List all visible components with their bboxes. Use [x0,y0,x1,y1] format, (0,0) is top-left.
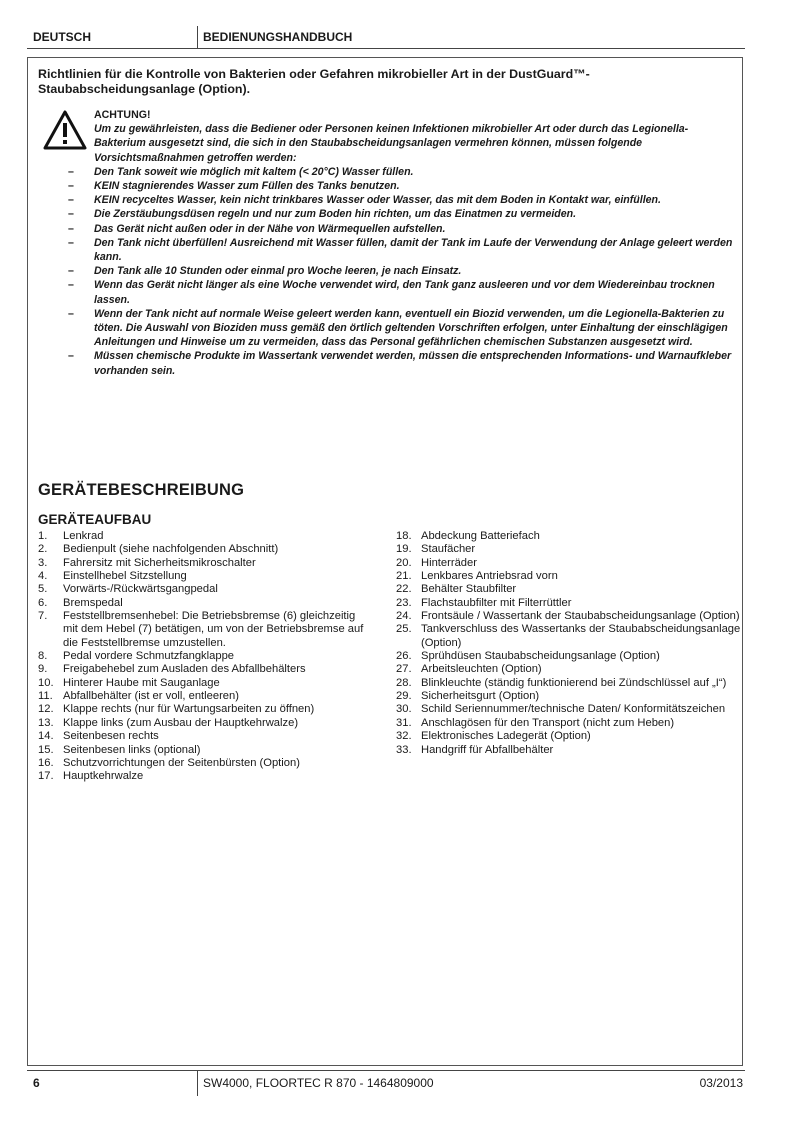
item-text: Pedal vordere Schmutzfangklappe [63,650,235,663]
warning-item-text: Müssen chemische Produkte im Wassertank verwendet werden, müssen die entsprechenden Informations- und Warnaufkleber vorhanden sein. [94,350,732,377]
warning-list [68,165,739,378]
item-number: 29. [396,690,412,703]
item-number: 28. [396,676,412,689]
list-item [396,610,741,623]
item-number: 30. [396,703,412,716]
list-item [38,770,368,783]
item-text: Bremspedal [63,596,123,609]
item-number: 12. [38,703,54,716]
warning-item [68,207,739,221]
item-text: Abdeckung Batteriefach [421,530,540,542]
item-text: Frontsäule / Wassertank der Staubabscheidungsanlage (Option) [421,610,740,623]
list-item [38,690,368,703]
item-text: Elektronisches Ladegerät (Option) [421,730,591,743]
list-item [396,650,741,663]
item-number: 33. [396,743,412,756]
item-number: 8. [38,650,48,663]
warning-triangle-icon [43,110,87,150]
list-item [396,543,741,556]
item-number: 27. [396,663,412,676]
list-item [38,570,368,583]
item-number: 32. [396,730,412,743]
item-number: 1. [38,530,48,542]
dash-bullet: – [68,350,74,363]
header-title: BEDIENUNGSHANDBUCH [203,30,353,44]
warning-item-text: Den Tank alle 10 Stunden oder einmal pro Woche leeren, je nach Einsatz. [94,265,462,278]
item-text: Lenkbares Antriebsrad vorn [421,570,558,583]
item-text: Handgriff für Abfallbehälter [421,743,554,756]
document-id: SW4000, FLOORTEC R 870 - 1464809000 [203,1076,434,1090]
list-item [396,530,741,543]
warning-item [68,165,739,179]
item-number: 22. [396,583,412,596]
item-number: 6. [38,596,48,609]
item-number: 26. [396,650,412,663]
item-text: Einstellhebel Sitzstellung [63,570,187,583]
section-title: GERÄTEBESCHREIBUNG [38,481,245,499]
page-number: 6 [33,1076,40,1090]
dash-bullet: – [68,307,74,320]
dash-bullet: – [68,265,74,278]
item-number: 2. [38,543,48,556]
item-number: 19. [396,543,412,556]
list-item [38,703,368,716]
item-text: Hinterer Haube mit Sauganlage [63,676,220,689]
warning-item [68,278,739,306]
footer-rule [27,1070,745,1071]
list-item [396,690,741,703]
warning-item-text: Den Tank soweit wie möglich mit kaltem (< 20°C) Wasser füllen. [94,165,414,178]
dash-bullet: – [68,236,74,249]
list-item [396,717,741,730]
item-number: 20. [396,556,412,569]
item-text: Sicherheitsgurt (Option) [421,690,540,703]
dash-bullet: – [68,165,74,178]
section-subtitle: GERÄTEAUFBAU [38,512,152,527]
warning-item [68,193,739,207]
item-text: Anschlagösen für den Transport (nicht zum Heben) [421,716,675,729]
item-number: 23. [396,596,412,609]
list-item [38,717,368,730]
list-item [38,730,368,743]
list-item [38,663,368,676]
list-item [38,557,368,570]
item-text: Seitenbesen links (optional) [63,743,201,756]
item-text: Seitenbesen rechts [63,730,159,743]
dash-bullet: – [68,194,74,207]
list-item [38,650,368,663]
list-item [396,703,741,716]
warning-item [68,179,739,193]
item-text: Klappe rechts (nur für Wartungsarbeiten zu öffnen) [63,703,315,716]
warning-item [68,307,739,350]
item-text: Staufächer [421,543,476,556]
list-item [396,663,741,676]
item-text: Abfallbehälter (ist er voll, entleeren) [63,690,239,703]
warning-item-text: KEIN stagnierendes Wasser zum Füllen des Tanks benutzen. [94,180,400,193]
item-number: 25. [396,623,412,636]
warning-item-text: Das Gerät nicht außen oder in der Nähe von Wärmequellen aufstellen. [94,222,446,235]
page-footer [27,1070,745,1096]
list-item [396,730,741,743]
warning-item [68,222,739,236]
document-date: 03/2013 [699,1076,743,1090]
item-text: Vorwärts-/Rückwärtsgangpedal [63,583,218,596]
warning-item-text: Den Tank nicht überfüllen! Ausreichend mit Wasser füllen, damit der Tank im Laufe der Verwendung der Anlage geleert werden kann. [94,236,733,264]
item-number: 21. [396,570,412,583]
dash-bullet: – [68,279,74,292]
item-number: 7. [38,610,48,623]
item-number: 24. [396,610,412,623]
list-item [38,610,368,650]
item-number: 9. [38,663,48,676]
item-text: Schutzvorrichtungen der Seitenbürsten (Option) [63,756,300,769]
item-text: Flachstaubfilter mit Filterrüttler [421,596,572,609]
warning-item-text: KEIN recyceltes Wasser, kein nicht trinkbares Wasser oder Wasser, das mit dem Boden in Kontakt war, einfüllen. [94,194,661,207]
item-number: 15. [38,743,54,756]
list-item [38,543,368,556]
item-number: 3. [38,556,48,569]
dash-bullet: – [68,222,74,235]
item-text: Blinkleuchte (ständig funktionierend bei Zündschlüssel auf „I“) [421,676,727,689]
intro-heading: Richtlinien für die Kontrolle von Bakterien oder Gefahren mikrobieller Art in der DustGuard™-Staubabscheidungsanlage (Option). [38,67,590,96]
item-text: Hinterräder [421,556,477,569]
warning-block [68,108,739,378]
warning-item-text: Wenn der Tank nicht auf normale Weise geleert werden kann, eventuell ein Biozid verwenden, um die Legionella-Bakterien zu töten. Die Auswahl von Bioziden muss gemäß den örtlich geltenden Vorschriften erfolgen, unter Einhaltung der einschlägigen Anleitungen und Hinweise um zu vermeiden, dass das Personal gefährlichen chemischen Substanzen ausgesetzt wird. [94,307,728,349]
item-number: 18. [396,530,412,542]
warning-item-text: Wenn das Gerät nicht länger als eine Woche verwendet wird, den Tank ganz ausleeren und vor dem Wiedereinbau trocknen lassen. [94,279,715,306]
parts-list-right [396,530,741,757]
list-item [396,623,741,650]
list-item [396,677,741,690]
warning-item-text: Die Zerstäubungsdüsen regeln und nur zum Boden hin richten, um das Einatmen zu vermeiden. [94,208,577,221]
list-item [38,757,368,770]
dash-bullet: – [68,208,74,221]
list-item [38,583,368,596]
item-text: Arbeitsleuchten (Option) [421,663,542,676]
item-number: 13. [38,716,54,729]
item-number: 31. [396,716,412,729]
dash-bullet: – [68,180,74,193]
list-item [38,597,368,610]
warning-intro: Um zu gewährleisten, dass die Bediener oder Personen keinen Infektionen mikrobieller Art oder durch das Legionella-Bakterium ausgesetzt sind, die sich in den Staubabscheidungsanlagen vermehren können, müssen folgende Vorsichtsmaßnahmen getroffen werden: [94,123,689,164]
item-text: Behälter Staubfilter [421,583,517,596]
item-text: Bedienpult (siehe nachfolgenden Abschnitt) [63,543,279,556]
list-item [396,597,741,610]
item-text: Hauptkehrwalze [63,770,144,783]
header-rule [27,48,745,49]
item-number: 5. [38,583,48,596]
item-text: Fahrersitz mit Sicherheitsmikroschalter [63,556,256,569]
item-text: Tankverschluss des Wassertanks der Staubabscheidungsanlage (Option) [421,623,741,649]
item-number: 10. [38,676,54,689]
item-number: 4. [38,570,48,583]
list-item [38,677,368,690]
warning-item [68,236,739,264]
list-item [38,530,368,543]
warning-item [68,264,739,278]
item-number: 16. [38,756,54,769]
item-text: Klappe links (zum Ausbau der Hauptkehrwalze) [63,716,299,729]
list-item [396,744,741,757]
item-number: 17. [38,770,54,783]
item-text: Lenkrad [63,530,104,542]
item-number: 14. [38,730,54,743]
warning-label: ACHTUNG! [94,109,151,121]
list-item [396,557,741,570]
item-number: 11. [38,690,53,703]
header-divider [197,26,198,48]
footer-divider [197,1070,198,1096]
header-language: DEUTSCH [33,30,92,44]
item-text: Feststellbremsenhebel: Die Betriebsbremse (6) gleichzeitig mit dem Hebel (7) betätigen, um von der Betriebsbremse auf die Feststellbremse umzustellen. [63,610,364,649]
list-item [396,570,741,583]
page-header [27,26,745,48]
item-text: Freigabehebel zum Ausladen des Abfallbehälters [63,663,306,676]
list-item [38,744,368,757]
item-text: Schild Seriennummer/technische Daten/ Konformitätszeichen [421,703,726,716]
parts-list-left [38,530,368,784]
item-text: Sprühdüsen Staubabscheidungsanlage (Option) [421,650,660,663]
list-item [396,583,741,596]
warning-item [68,349,739,377]
